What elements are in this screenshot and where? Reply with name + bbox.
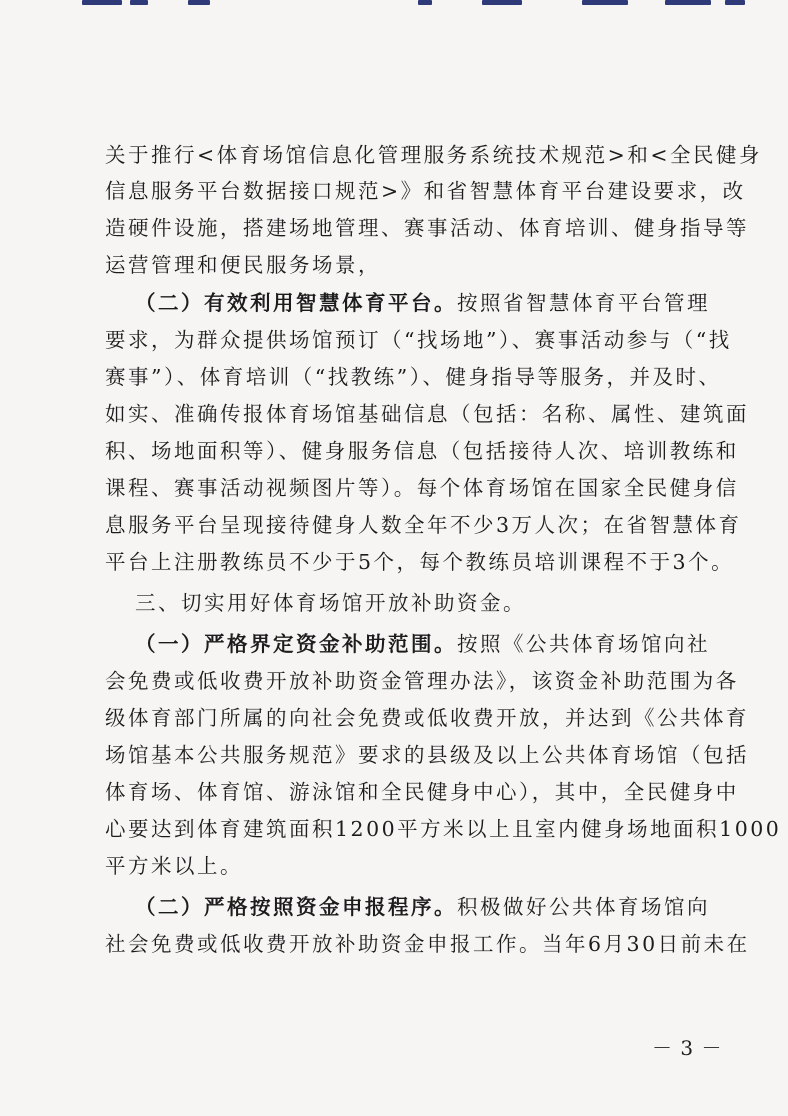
body-line: 社会免费或低收费开放补助资金申报工作。当年6月30日前未在	[105, 932, 750, 956]
body-line: 级体育部门所属的向社会免费或低收费开放，并达到《公共体育	[105, 706, 749, 730]
body-line: 如实、准确传报体育场馆基础信息（包括：名称、属性、建筑面	[105, 402, 749, 426]
body-line: 体育场、体育馆、游泳馆和全民健身中心），其中，全民健身中	[105, 780, 739, 804]
paragraph-3-2-first-line	[135, 894, 710, 920]
body-line: 场馆基本公共服务规范》要求的县级及以上公共体育场馆（包括	[105, 743, 749, 767]
paragraph-3-2-text: 积极做好公共体育场馆向	[457, 895, 710, 919]
paragraph-2-2-first-line	[135, 290, 710, 316]
body-line: 平方米以上。	[105, 854, 243, 878]
body-line: 信息服务平台数据接口规范>》和省智慧体育平台建设要求，改	[105, 179, 746, 203]
body-line: 造硬件设施，搭建场地管理、赛事活动、体育培训、健身指导等	[105, 216, 749, 240]
body-line: 心要达到体育建筑面积1200平方米以上且室内健身场地面积1000	[105, 817, 782, 841]
body-line: 赛事”）、体育培训（“找教练”）、健身指导等服务，并及时、	[105, 365, 722, 389]
top-header-strip	[70, 0, 750, 8]
section-3-heading: 三、切实用好体育场馆开放补助资金。	[135, 591, 526, 615]
body-line: 积、场地面积等）、健身服务信息（包括接待人次、培训教练和	[105, 439, 739, 463]
body-line: 会免费或低收费开放补助资金管理办法》，该资金补助范围为各	[105, 669, 739, 693]
body-line: 关于推行<体育场馆信息化管理服务系统技术规范>和<全民健身	[105, 143, 763, 167]
paragraph-3-1-first-line	[135, 631, 710, 657]
page-number: － 3 －	[652, 1036, 723, 1060]
body-line: 要求，为群众提供场馆预订（“找场地”）、赛事活动参与（“找	[105, 328, 732, 352]
body-line: 运营管理和便民服务场景，	[105, 253, 381, 277]
body-line: 课程、赛事活动视频图片等）。每个体育场馆在国家全民健身信	[105, 476, 739, 500]
paragraph-3-1-heading: （一）严格界定资金补助范围。	[135, 632, 457, 656]
body-line: 息服务平台呈现接待健身人数全年不少3万人次；在省智慧体育	[105, 513, 742, 537]
paragraph-2-2-text: 按照省智慧体育平台管理	[457, 291, 710, 315]
paragraph-3-2-heading: （二）严格按照资金申报程序。	[135, 895, 457, 919]
paragraph-3-1-text: 按照《公共体育场馆向社	[457, 632, 710, 656]
body-line: 平台上注册教练员不少于5个，每个教练员培训课程不于3个。	[105, 550, 735, 574]
paragraph-2-2-heading: （二）有效利用智慧体育平台。	[135, 291, 457, 315]
